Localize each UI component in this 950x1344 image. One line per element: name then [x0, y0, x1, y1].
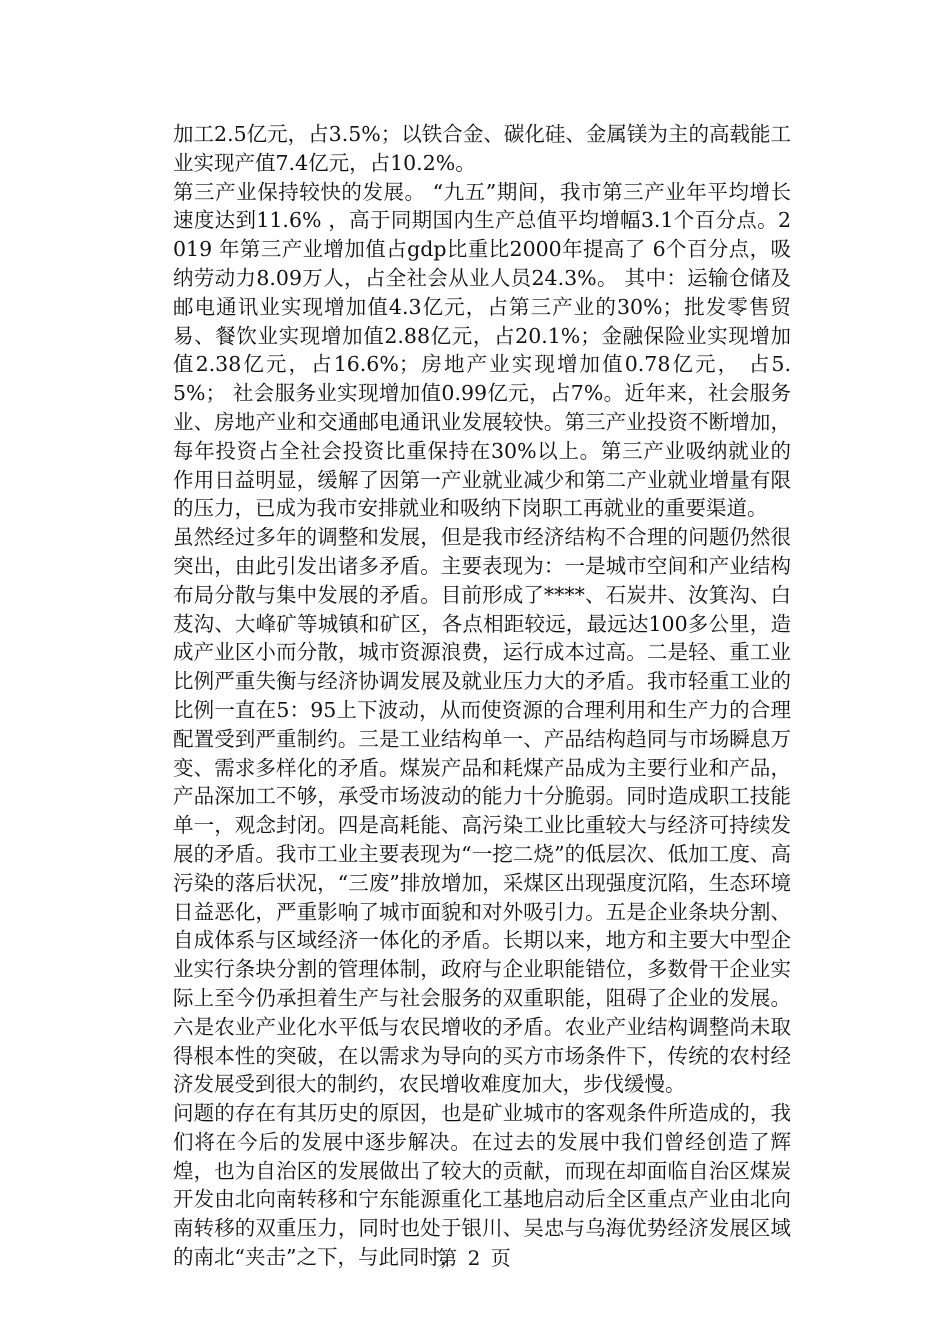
paragraph-3: 虽然经过多年的调整和发展，但是我市经济结构不合理的问题仍然很突出，由此引发出诸多矛盾。主要表现为：一是城市空间和产业结构布局分散与集中发展的矛盾。目前形成了****、石炭井、汝箕沟、白芨沟、大峰矿等城镇和矿区，各点相距较远，最远达100多公里，造成产业区小而分散，城市资源浪费，运行成本过高。二是轻、重工业比例严重失衡与经济协调发展及就业压力大的矛盾。我市轻重工业的比例一直在5：95上下波动，从而使资源的合理利用和生产力的合理配置受到严重制约。三是工业结构单一、产品结构趋同与市场瞬息万变、需求多样化的矛盾。煤炭产品和耗煤产品成为主要行业和产品，产品深加工不够，承受市场波动的能力十分脆弱。同时造成职工技能单一，观念封闭。四是高耗能、高污染工业比重较大与经济可持续发展的矛盾。我市工业主要表现为“一挖二烧”的低层次、低加工度、高污染的落后状况，“三废”排放增加，采煤区出现强度沉陷，生态环境日益恶化，严重影响了城市面貌和对外吸引力。五是企业条块分割、自成体系与区域经济一体化的矛盾。长期以来，地方和主要大中型企业实行条块分割的管理体制，政府与企业职能错位，多数骨干企业实际上至今仍承担着生产与社会服务的双重职能，阻碍了企业的发展。六是农业产业化水平低与农民增收的矛盾。农业产业结构调整尚未取得根本性的突破，在以需求为导向的买方市场条件下，传统的农村经济发展受到很大的制约，农民增收难度加大，步伐缓慢。: [173, 525, 791, 1097]
body-text: [173, 120, 791, 1272]
paragraph-2: 第三产业保持较快的发展。 “九五”期间，我市第三产业年平均增长速度达到11.6% ，高于同期国内生产总值平均增幅3.1个百分点。2019 年第三产业增加值占gdp比重比2000年提高了 6个百分点，吸纳劳动力8.09万人，占全社会从业人员24.3%。 其中：运输仓储及邮电通讯业实现增加值4.3亿元，占第三产业的30%；批发零售贸易、餐饮业实现增加值2.88亿元，占20.1%；金融保险业实现增加值2.38亿元，占16.6%；房地产业实现增加值0.78亿元， 占5.5%； 社会服务业实现增加值0.99亿元，占7%。近年来，社会服务业、房地产业和交通邮电通讯业发展较快。第三产业投资不断增加，每年投资占全社会投资比重保持在30%以上。第三产业吸纳就业的作用日益明显，缓解了因第一产业就业减少和第二产业就业增量有限的压力，已成为我市安排就业和吸纳下岗职工再就业的重要渠道。: [173, 179, 791, 521]
paragraph-4: 问题的存在有其历史的原因，也是矿业城市的客观条件所造成的，我们将在今后的发展中逐步解决。在过去的发展中我们曾经创造了辉煌，也为自治区的发展做出了较大的贡献，而现在却面临自治区煤炭开发由北向南转移和宁东能源重化工基地启动后全区重点产业由北向南转移的双重压力，同时也处于银川、吴忠与乌海优势经济发展区域的南北“夹击”之下，与此同时，: [173, 1101, 791, 1270]
page-number: 第 2 页: [437, 1246, 513, 1270]
paragraph-1: 加工2.5亿元，占3.5%；以铁合金、碳化硅、金属镁为主的高载能工业实现产值7.4亿元，占10.2%。: [173, 122, 791, 175]
